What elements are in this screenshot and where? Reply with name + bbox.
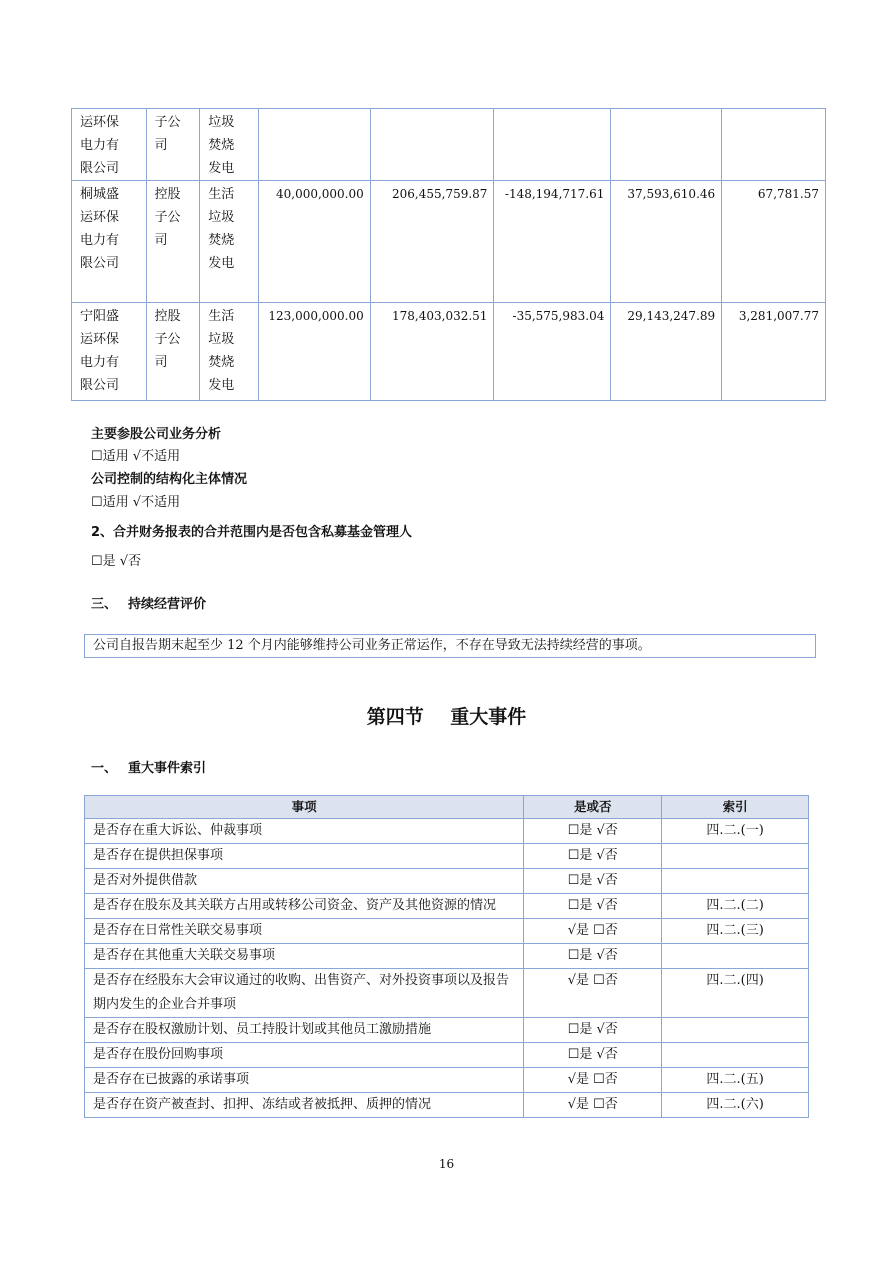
cell-item: 是否存在提供担保事项 [85, 844, 524, 869]
table-row [85, 1093, 809, 1118]
section-heading: 三、 持续经营评价 [91, 597, 207, 612]
cell-yes-no: √是 ☐否 [524, 1068, 662, 1093]
cell-index [662, 1043, 809, 1068]
cell-total-assets: 206,455,759.87 [370, 181, 494, 303]
cell-net-assets: -35,575,983.04 [494, 303, 611, 401]
cell-business: 生活 垃圾 焚烧 发电 [200, 181, 259, 303]
cell-business: 生活 垃圾 焚烧 发电 [200, 303, 259, 401]
major-events-table [84, 795, 809, 1118]
table-row [85, 869, 809, 894]
table-row [72, 109, 826, 181]
section-heading: 一、 重大事件索引 [91, 761, 207, 776]
cell-item: 是否存在重大诉讼、仲裁事项 [85, 819, 524, 844]
table-row [85, 969, 809, 1018]
cell-revenue: 29,143,247.89 [611, 303, 722, 401]
cell-total-assets: 178,403,032.51 [370, 303, 494, 401]
cell-type: 子公 司 [146, 109, 200, 181]
section-title: 2、合并财务报表的合并范围内是否包含私募基金管理人 [91, 525, 413, 540]
cell-yes-no: ☐是 √否 [524, 1018, 662, 1043]
table-row [85, 1043, 809, 1068]
cell-net-assets: -148,194,717.61 [494, 181, 611, 303]
cell-index: 四.二.(六) [662, 1093, 809, 1118]
cell-type: 控股 子公 司 [146, 181, 200, 303]
cell-total-assets [370, 109, 494, 181]
cell-index: 四.二.(五) [662, 1068, 809, 1093]
cell-item: 是否存在股东及其关联方占用或转移公司资金、资产及其他资源的情况 [85, 894, 524, 919]
cell-yes-no: √是 ☐否 [524, 1093, 662, 1118]
cell-business: 垃圾 焚烧 发电 [200, 109, 259, 181]
cell-revenue: 37,593,610.46 [611, 181, 722, 303]
table-row [85, 1068, 809, 1093]
table-row [85, 844, 809, 869]
cell-type: 控股 子公 司 [146, 303, 200, 401]
cell-index [662, 944, 809, 969]
chapter-title: 第四节 重大事件 [366, 706, 527, 728]
cell-index: 四.二.(四) [662, 969, 809, 1018]
cell-index: 四.二.(二) [662, 894, 809, 919]
cell-name: 运环保 电力有 限公司 [72, 109, 147, 181]
cell-item: 是否存在其他重大关联交易事项 [85, 944, 524, 969]
cell-registered-capital [258, 109, 370, 181]
going-concern-box: 公司自报告期末起至少 12 个月内能够维持公司业务正常运作，不存在导致无法持续经营的事项。 [84, 634, 816, 658]
table-row [85, 819, 809, 844]
cell-item: 是否存在已披露的承诺事项 [85, 1068, 524, 1093]
cell-index [662, 1018, 809, 1043]
cell-yes-no: √是 ☐否 [524, 919, 662, 944]
cell-registered-capital: 123,000,000.00 [258, 303, 370, 401]
cell-yes-no: ☐是 √否 [524, 869, 662, 894]
cell-item: 是否存在股份回购事项 [85, 1043, 524, 1068]
cell-item: 是否存在股权激励计划、员工持股计划或其他员工激励措施 [85, 1018, 524, 1043]
cell-net-profit: 3,281,007.77 [722, 303, 826, 401]
cell-revenue [611, 109, 722, 181]
cell-yes-no: ☐是 √否 [524, 844, 662, 869]
checkbox-line: ☐是 √否 [91, 554, 142, 569]
cell-registered-capital: 40,000,000.00 [258, 181, 370, 303]
table-row [85, 944, 809, 969]
header-item: 事项 [85, 796, 524, 819]
cell-net-profit: 67,781.57 [722, 181, 826, 303]
cell-yes-no: ☐是 √否 [524, 1043, 662, 1068]
cell-item: 是否存在资产被查封、扣押、冻结或者被抵押、质押的情况 [85, 1093, 524, 1118]
cell-index [662, 844, 809, 869]
cell-name: 桐城盛 运环保 电力有 限公司 [72, 181, 147, 303]
header-yes-no: 是或否 [524, 796, 662, 819]
checkbox-line: ☐适用 √不适用 [91, 449, 181, 464]
cell-net-profit [722, 109, 826, 181]
checkbox-line: ☐适用 √不适用 [91, 495, 181, 510]
cell-index [662, 869, 809, 894]
cell-net-assets [494, 109, 611, 181]
header-index: 索引 [662, 796, 809, 819]
cell-item: 是否对外提供借款 [85, 869, 524, 894]
cell-yes-no: ☐是 √否 [524, 944, 662, 969]
page-number: 16 [438, 1157, 455, 1171]
cell-yes-no: ☐是 √否 [524, 894, 662, 919]
cell-yes-no: √是 ☐否 [524, 969, 662, 1018]
section-title: 主要参股公司业务分析 [91, 427, 222, 442]
cell-yes-no: ☐是 √否 [524, 819, 662, 844]
table-row [85, 1018, 809, 1043]
subsidiaries-table [71, 108, 826, 401]
table-row [72, 303, 826, 401]
cell-item: 是否存在日常性关联交易事项 [85, 919, 524, 944]
cell-index: 四.二.(三) [662, 919, 809, 944]
section-title: 公司控制的结构化主体情况 [91, 472, 248, 487]
table-row [85, 919, 809, 944]
cell-item: 是否存在经股东大会审议通过的收购、出售资产、对外投资事项以及报告期内发生的企业合并事项 [85, 969, 524, 1018]
cell-index: 四.二.(一) [662, 819, 809, 844]
table-row [72, 181, 826, 303]
cell-name: 宁阳盛 运环保 电力有 限公司 [72, 303, 147, 401]
table-row [85, 894, 809, 919]
